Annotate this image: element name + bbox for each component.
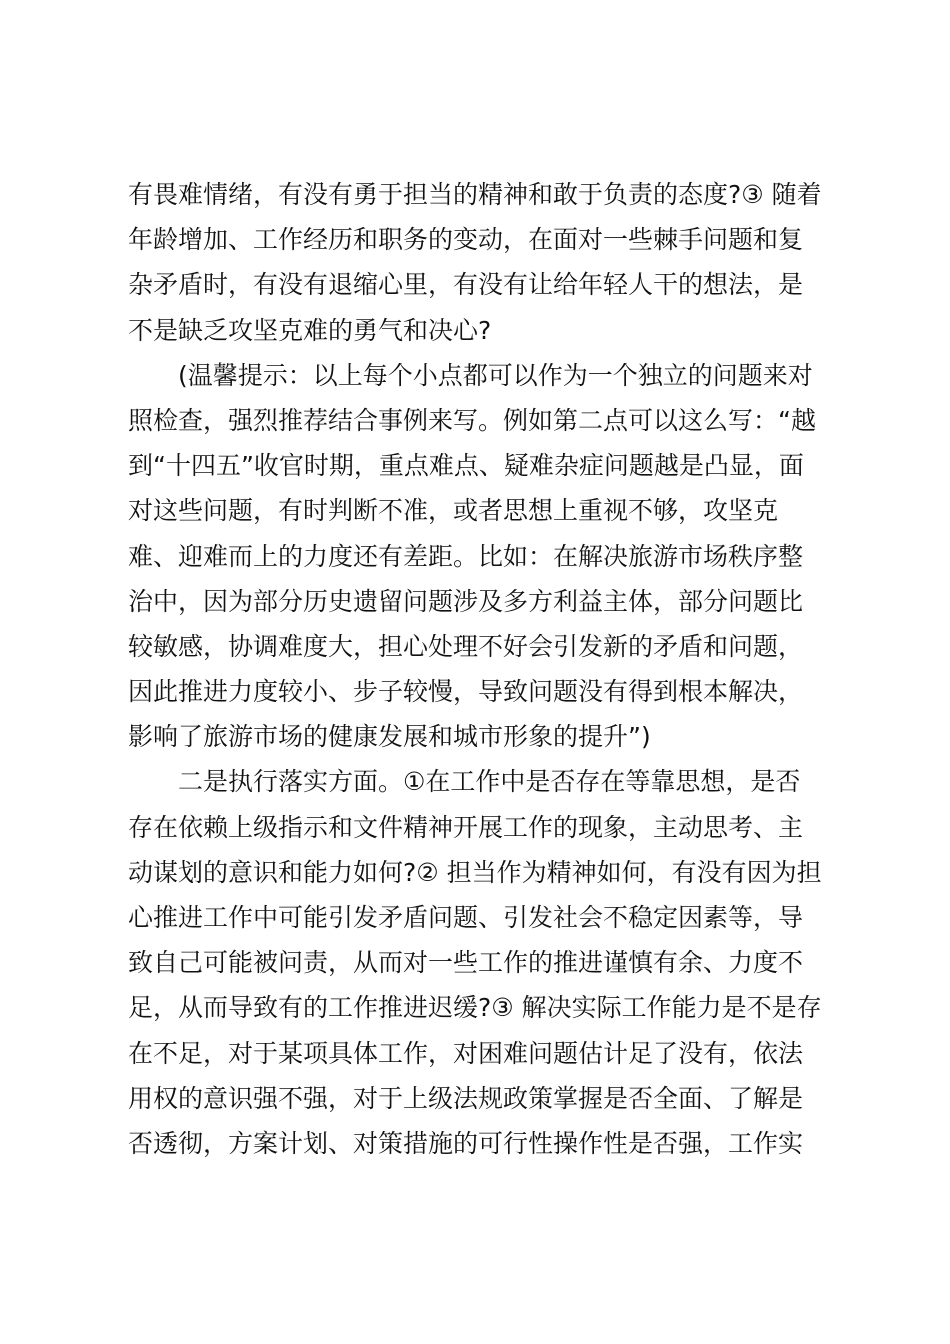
text-line: 较敏感，协调难度大，担心处理不好会引发新的矛盾和问题，: [128, 631, 804, 661]
text-line: 二是执行落实方面。①在工作中是否存在等靠思想，是否: [178, 767, 801, 797]
text-line: 照检查，强烈推荐结合事例来写。例如第二点可以这么写：“越: [128, 405, 816, 435]
text-line: 心推进工作中可能引发矛盾问题、引发社会不稳定因素等，导: [128, 903, 804, 932]
paragraph-continuation: [128, 172, 834, 353]
text-line: 杂矛盾时，有没有退缩心里，有没有让给年轻人干的想法，是: [128, 270, 804, 300]
document-body: [128, 172, 834, 1166]
text-line: 对这些问题，有时判断不准，或者思想上重视不够，攻坚克: [128, 496, 779, 526]
text-line: 在不足，对于某项具体工作，对困难问题估计足了没有，依法: [128, 1038, 804, 1068]
text-line: 存在依赖上级指示和文件精神开展工作的现象，主动思考、主: [128, 812, 804, 842]
text-line: 因此推进力度较小、步子较慢，导致问题没有得到根本解决，: [128, 677, 804, 707]
text-line: 足，从而导致有的工作推进迟缓?③ 解决实际工作能力是不是存: [128, 993, 822, 1023]
text-line: 动谋划的意识和能力如何?② 担当作为精神如何，有没有因为担: [128, 857, 822, 887]
text-line: 不是缺乏攻坚克难的勇气和决心?: [128, 315, 492, 345]
text-line: 治中，因为部分历史遗留问题涉及多方利益主体，部分问题比: [128, 586, 804, 616]
text-line: 否透彻，方案计划、对策措施的可行性操作性是否强，工作实: [128, 1128, 804, 1158]
text-line: 到“十四五”收官时期，重点难点、疑难杂症问题越是凸显，面: [128, 451, 804, 481]
text-line: 影响了旅游市场的健康发展和城市形象的提升”): [128, 722, 651, 752]
text-line: 有畏难情绪，有没有勇于担当的精神和敢于负责的态度?③ 随着: [128, 180, 822, 209]
paragraph-execution: [128, 759, 834, 1166]
text-line: 难、迎难而上的力度还有差距。比如：在解决旅游市场秩序整: [128, 541, 804, 571]
text-line: 用权的意识强不强，对于上级法规政策掌握是否全面、了解是: [128, 1083, 804, 1113]
text-line: (温馨提示：以上每个小点都可以作为一个独立的问题来对: [178, 360, 813, 390]
text-line: 年龄增加、工作经历和职务的变动，在面对一些棘手问题和复: [128, 225, 804, 255]
paragraph-tip: [128, 353, 834, 760]
text-line: 致自己可能被问责，从而对一些工作的推进谨慎有余、力度不: [128, 948, 804, 978]
